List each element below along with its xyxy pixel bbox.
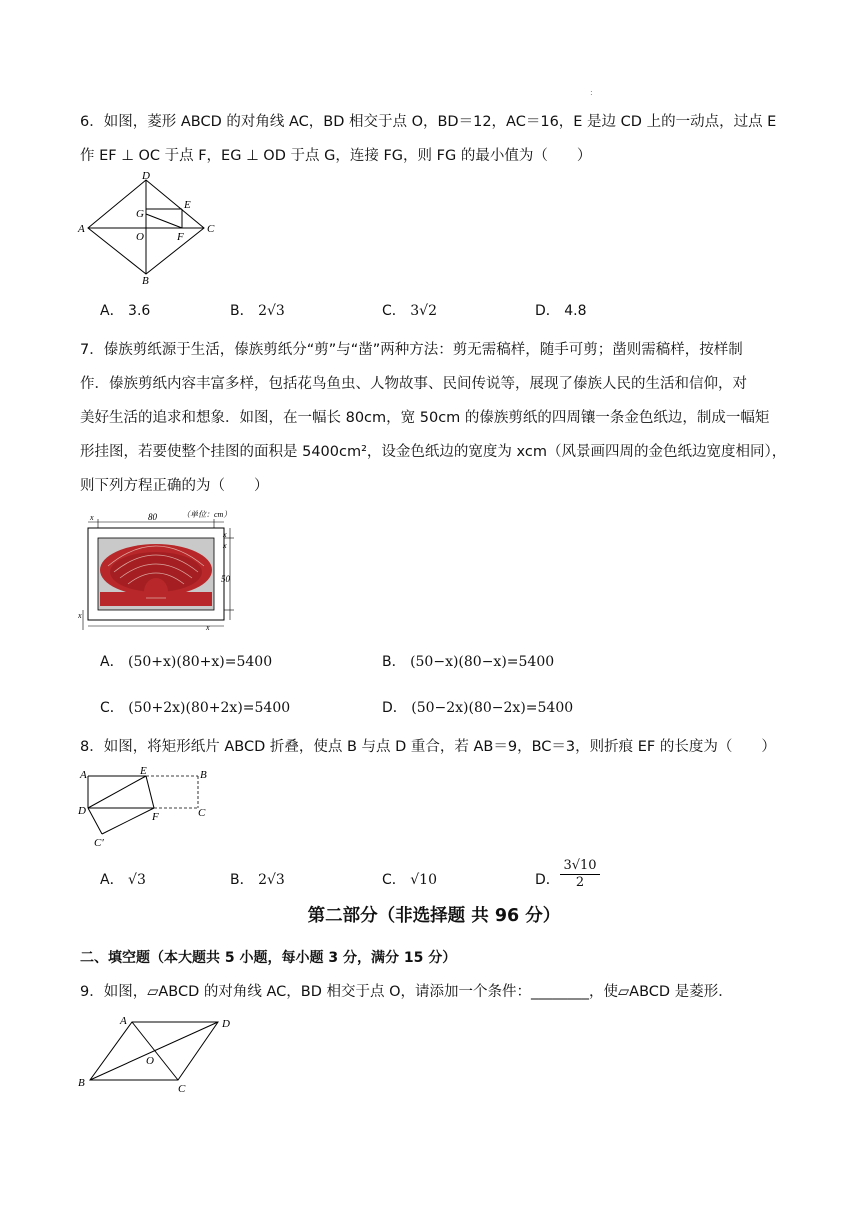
- q8-option-c: C． √10: [382, 872, 437, 888]
- q7-text-line1: 7．傣族剪纸源于生活，傣族剪纸分“剪”与“凿”两种方法：剪无需稿样，随手可剪；凿则需稿样，按样制: [80, 342, 743, 358]
- q8-option-d-fraction: [560, 858, 600, 891]
- part2-title: 第二部分（非选择题 共 96 分）: [307, 906, 561, 926]
- q6-label-C: C: [207, 223, 215, 235]
- q6-label-B: B: [142, 275, 149, 286]
- q6-label-A: A: [78, 223, 85, 235]
- q7-option-a: A． (50+x)(80+x)=5400: [100, 654, 273, 670]
- q6-option-b: B． 2√3: [230, 303, 285, 319]
- q9-label-O: O: [146, 1055, 154, 1067]
- q9-parallelogram-figure: [76, 1012, 236, 1094]
- q6-text-line1: 6．如图，菱形 ABCD 的对角线 AC，BD 相交于点 O，BD＝12，AC＝16，E 是边 CD 上的一动点，过点 E: [80, 114, 777, 130]
- peacock-papercut: [100, 544, 212, 606]
- q7-label-x-bottom: x: [206, 623, 210, 632]
- q7-unit-label: （单位：cm）: [182, 510, 232, 519]
- q7-label-height: 50: [221, 574, 230, 584]
- q6-label-F: F: [177, 231, 184, 243]
- fraction-numerator: 3√10: [560, 858, 600, 875]
- q7-text-line3: 美好生活的追求和想象．如图，在一幅长 80cm，宽 50cm 的傣族剪纸的四周镶一条金色纸边，制成一幅矩: [80, 410, 770, 426]
- q8-label-C-prime: C′: [94, 837, 104, 849]
- q7-option-c: C． (50+2x)(80+2x)=5400: [100, 700, 291, 716]
- q6-rhombus-figure: [76, 168, 220, 286]
- q6-option-a: A． 3.6: [100, 303, 151, 319]
- q7-label-x-left: x: [78, 611, 82, 620]
- q9-label-A: A: [120, 1015, 127, 1027]
- q8-option-b: B． 2√3: [230, 872, 285, 888]
- q9-label-B: B: [78, 1077, 85, 1089]
- q8-label-D: D: [78, 805, 86, 817]
- fraction-denominator: 2: [575, 875, 585, 890]
- q8-option-d: D．: [535, 872, 560, 888]
- q8-text-line1: 8．如图，将矩形纸片 ABCD 折叠，使点 B 与点 D 重合，若 AB＝9，BC＝3，则折痕 EF 的长度为（ ）: [80, 739, 776, 755]
- section2-heading: 二、填空题（本大题共 5 小题，每小题 3 分，满分 15 分）: [80, 950, 457, 966]
- q9-label-C: C: [178, 1083, 186, 1094]
- q6-label-O: O: [136, 231, 144, 243]
- q7-label-width: 80: [148, 512, 157, 522]
- q6-text-line2: 作 EF ⊥ OC 于点 F，EG ⊥ OD 于点 G，连接 FG，则 FG 的最小值为（ ）: [80, 148, 592, 164]
- q8-label-B: B: [200, 769, 207, 781]
- q7-option-b: B． (50−x)(80−x)=5400: [382, 654, 555, 670]
- q7-label-x-right2: x: [223, 541, 227, 550]
- q7-text-line5: 则下列方程正确的为（ ）: [80, 478, 269, 494]
- q8-label-F: F: [152, 811, 159, 823]
- q6-label-D: D: [142, 170, 150, 182]
- q8-label-C: C: [198, 807, 206, 819]
- q8-label-E: E: [140, 765, 147, 777]
- q6-label-E: E: [184, 199, 191, 211]
- q7-text-line4: 形挂图，若要使整个挂图的面积是 5400cm²，设金色纸边的宽度为 xcm（风景画四周的金色纸边宽度相同），: [80, 444, 787, 460]
- q8-option-a: A． √3: [100, 872, 146, 888]
- q6-label-G: G: [136, 208, 144, 220]
- q9-label-D: D: [222, 1018, 230, 1030]
- q6-option-c: C． 3√2: [382, 303, 437, 319]
- corner-mark: :: [590, 88, 593, 97]
- q7-label-x-right: x: [223, 530, 227, 539]
- q7-label-x-top: x: [90, 513, 94, 522]
- q7-papercut-figure: [78, 506, 248, 632]
- q7-option-d: D． (50−2x)(80−2x)=5400: [382, 700, 574, 716]
- q7-text-line2: 作．傣族剪纸内容丰富多样，包括花鸟鱼虫、人物故事、民间传说等，展现了傣族人民的生活和信仰，对: [80, 376, 747, 392]
- q6-option-d: D． 4.8: [535, 303, 587, 319]
- q8-label-A: A: [80, 769, 87, 781]
- q9-text-line1: 9．如图，▱ABCD 的对角线 AC，BD 相交于点 O，请添加一个条件：________，使▱ABCD 是菱形．: [80, 984, 733, 1000]
- q8-fold-figure: [76, 764, 216, 850]
